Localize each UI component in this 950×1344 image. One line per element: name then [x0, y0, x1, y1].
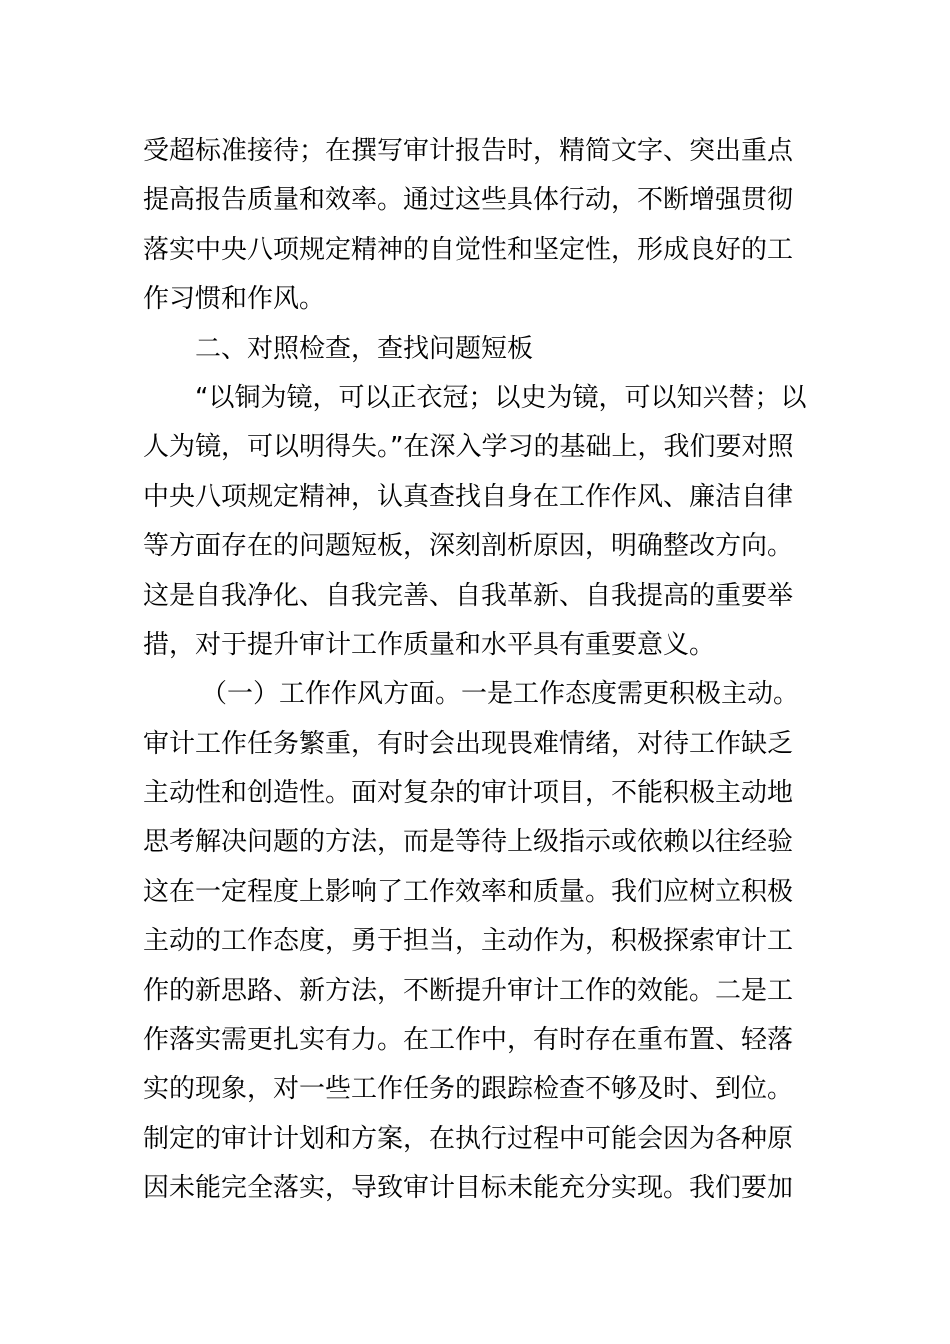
- text-line: 这在一定程度上影响了工作效率和质量。我们应树立积极: [143, 876, 794, 907]
- text-line: 提高报告质量和效率。通过这些具体行动，不断增强贯彻: [143, 185, 794, 216]
- document-body: [143, 127, 807, 1214]
- text-line: 等方面存在的问题短板，深刻剖析原因，明确整改方向。: [143, 531, 794, 562]
- section-heading: 二、对照检查，查找问题短板: [195, 333, 534, 364]
- text-line: 主动的工作态度，勇于担当，主动作为，积极探索审计工: [143, 926, 794, 957]
- text-line: 主动性和创造性。面对复杂的审计项目，不能积极主动地: [143, 778, 794, 809]
- text-line: “以铜为镜，可以正衣冠；以史为镜，可以知兴替；以: [195, 382, 807, 413]
- text-line: 这是自我净化、自我完善、自我革新、自我提高的重要举: [143, 580, 794, 611]
- subsection-heading-line: （一）工作作风方面。一是工作态度需更积极主动。: [201, 679, 800, 710]
- text-line: 思考解决问题的方法，而是等待上级指示或依赖以往经验: [143, 827, 794, 858]
- text-line: 作习惯和作风。: [143, 284, 326, 315]
- text-line: 作的新思路、新方法，不断提升审计工作的效能。二是工: [143, 975, 794, 1006]
- text-line: 措，对于提升审计工作质量和水平具有重要意义。: [143, 629, 716, 660]
- text-line: 审计工作任务繁重，有时会出现畏难情绪，对待工作缺乏: [143, 728, 794, 759]
- text-line: 作落实需更扎实有力。在工作中，有时存在重布置、轻落: [143, 1025, 794, 1056]
- text-line: 受超标准接待；在撰写审计报告时，精简文字、突出重点: [143, 136, 794, 166]
- text-line: 实的现象，对一些工作任务的跟踪检查不够及时、到位。: [143, 1074, 794, 1105]
- text-line: 人为镜，可以明得失。”在深入学习的基础上，我们要对照: [143, 432, 794, 463]
- text-line: 制定的审计计划和方案，在执行过程中可能会因为各种原: [143, 1123, 794, 1154]
- text-line: 中央八项规定精神，认真查找自身在工作作风、廉洁自律: [143, 481, 794, 512]
- text-line: 落实中央八项规定精神的自觉性和坚定性，形成良好的工: [143, 234, 794, 265]
- text-line: 因未能完全落实，导致审计目标未能充分实现。我们要加: [143, 1173, 794, 1204]
